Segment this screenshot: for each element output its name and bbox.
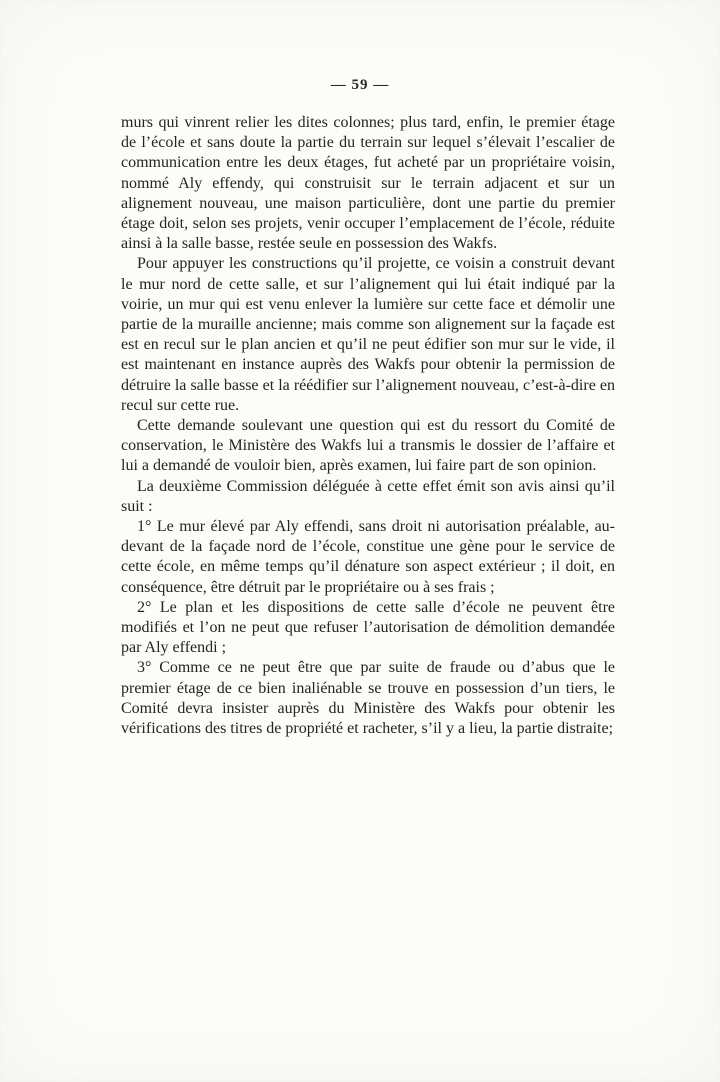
paragraph-item-3: 3° Comme ce ne peut être que par suite de fraude ou d’abus que le premier étage de ce bien inaliénable se trouve en possession d’un tiers, le Comité devra insister auprès du Ministère des Wakfs pour obtenir les vérifications des titres de propriété et racheter, s’il y a lieu, la partie distraite; — [121, 659, 615, 738]
paragraph: La deuxième Commission déléguée à cette effet émit son avis ainsi qu’il suit : — [121, 477, 615, 515]
paragraph: Cette demande soulevant une question qui est du ressort du Comité de conservation, le Ministère des Wakfs lui a transmis le dossier de l’affaire et lui a demandé de vouloir bien, après examen, lui faire part de son opinion. — [121, 417, 615, 475]
text-block — [121, 113, 615, 739]
paragraph: Pour appuyer les constructions qu’il projette, ce voisin a construit devant le mur nord de cette salle, et sur l’alignement qui lui était indiqué par la voirie, un mur qui est venu enlever la lumière sur cette face et démolir une partie de la muraille ancienne; mais comme son alignement sur la façade est est en recul sur le plan ancien et qu’il ne peut édifier son mur sur le vide, il est maintenant en instance auprès des Wakfs pour obtenir la permission de détruire la salle basse et la réédifier sur l’alignement nouveau, c’est-à-dire en recul sur cette rue. — [121, 255, 615, 414]
paragraph-item-1: 1° Le mur élevé par Aly effendi, sans droit ni autorisation préalable, au-devant de la façade nord de l’école, constitue une gène pour le service de cette école, en même temps qu’il dénature son aspect extérieur ; il doit, en conséquence, être détruit par le propriétaire ou à ses frais ; — [121, 518, 615, 596]
page-number: — 59 — — [330, 77, 390, 93]
paragraph-item-2: 2° Le plan et les dispositions de cette salle d’école ne peuvent être modifiés et l’on ne peut que refuser l’autorisation de démolition demandée par Aly effendi ; — [121, 598, 615, 657]
paragraph-continuation: murs qui vinrent relier les dites colonnes; plus tard, enfin, le premier étage de l’école et sans doute la partie du terrain sur lequel s’élevait l’escalier de communication entre les deux étages, fut acheté par un propriétaire voisin, nommé Aly effendy, qui construisit sur le terrain adjacent et sur un alignement nouveau, une maison particulière, dont une partie du premier étage doit, selon ses projets, venir occuper l’emplacement de l’école, réduite ainsi à la salle basse, restée seule en possession des Wakfs. — [121, 114, 615, 253]
